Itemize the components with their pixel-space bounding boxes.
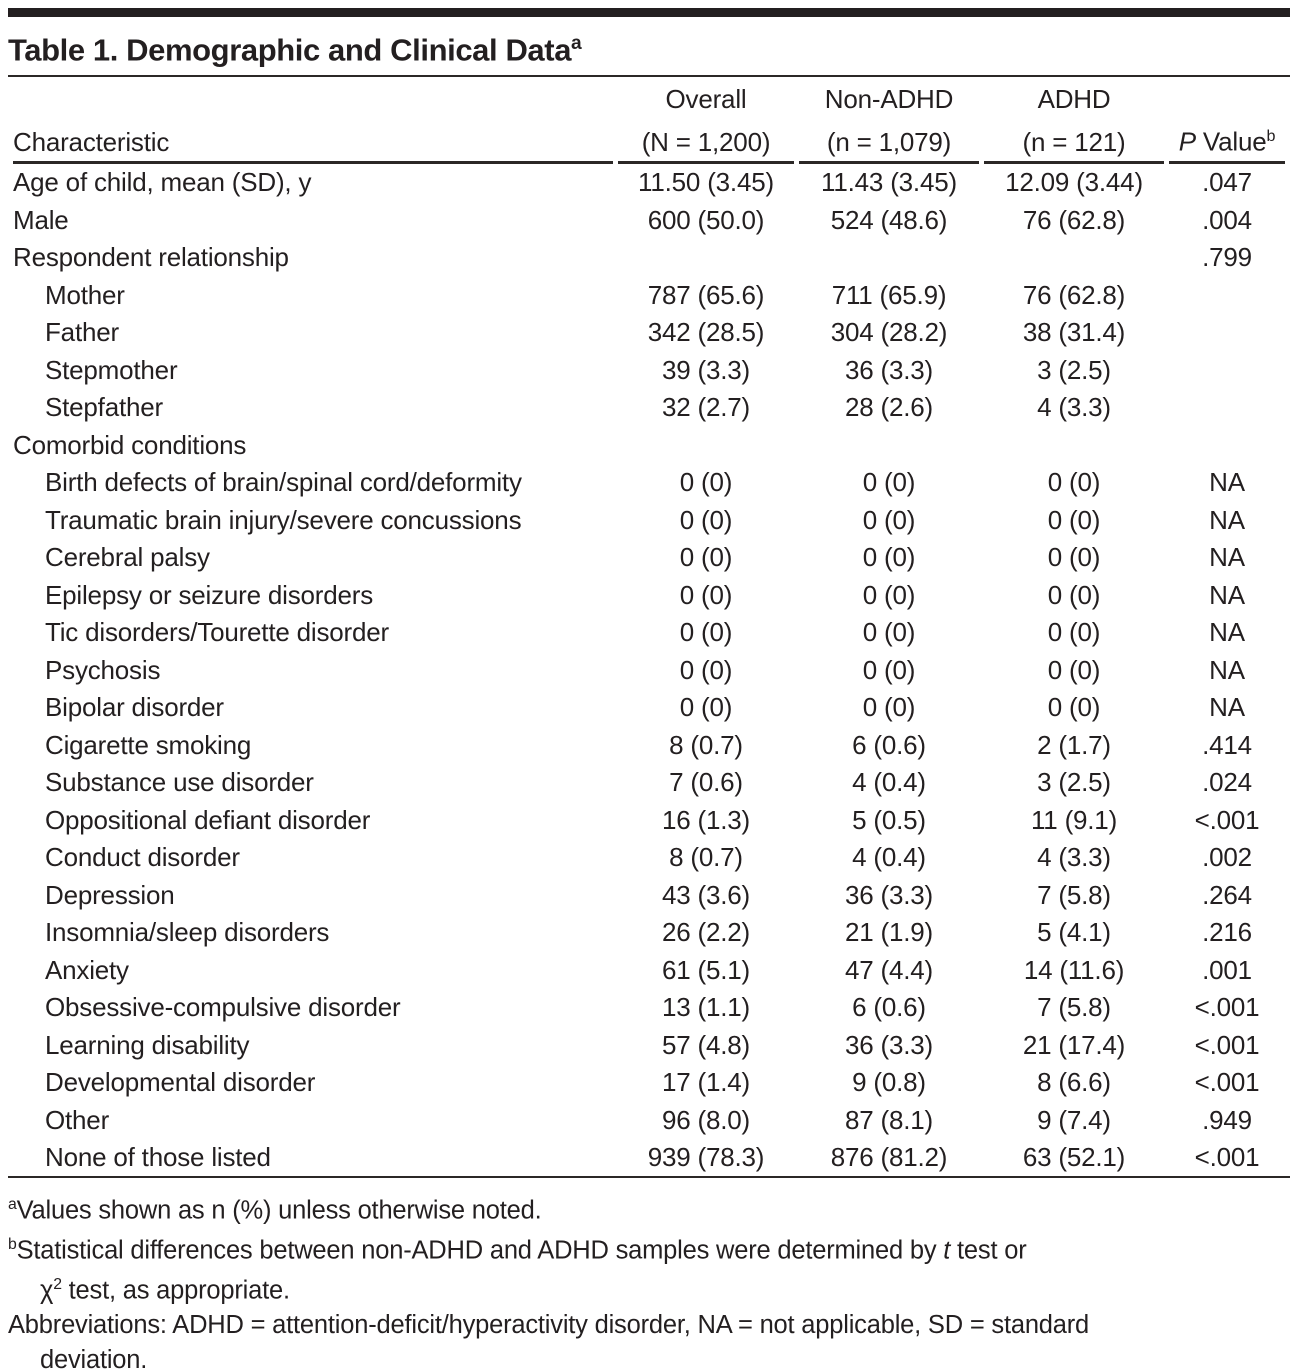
row-label: Cerebral palsy bbox=[45, 542, 210, 573]
non-adhd-value: 0 (0) bbox=[862, 617, 916, 648]
table-row bbox=[13, 239, 1285, 277]
overall-value: 0 (0) bbox=[679, 692, 733, 723]
adhd-value: 12.09 (3.44) bbox=[1005, 167, 1143, 198]
table-row bbox=[13, 501, 1285, 539]
adhd-value: 76 (62.8) bbox=[1022, 204, 1126, 235]
header-overall: Overall bbox=[665, 84, 747, 115]
p-value bbox=[1169, 389, 1285, 427]
table-row bbox=[13, 351, 1285, 389]
overall-value: 13 (1.1) bbox=[661, 992, 750, 1023]
footnote-b-chi: χ bbox=[40, 1276, 54, 1305]
footnote-b-text-3: test, as appropriate. bbox=[61, 1276, 290, 1305]
p-value bbox=[1169, 276, 1285, 314]
p-value: .949 bbox=[1202, 1104, 1252, 1135]
non-adhd-value: 28 (2.6) bbox=[844, 392, 933, 423]
row-label: Traumatic brain injury/severe concussions bbox=[45, 504, 522, 535]
table-row bbox=[13, 576, 1285, 614]
non-adhd-value: 9 (0.8) bbox=[852, 1067, 926, 1098]
non-adhd-value: 6 (0.6) bbox=[852, 729, 926, 760]
row-label: Learning disability bbox=[45, 1029, 250, 1060]
table-row bbox=[13, 539, 1285, 577]
row-label: Conduct disorder bbox=[45, 842, 240, 873]
adhd-value: 2 (1.7) bbox=[1037, 729, 1111, 760]
non-adhd-value: 87 (8.1) bbox=[844, 1104, 933, 1135]
table-row bbox=[13, 726, 1285, 764]
adhd-value: 38 (31.4) bbox=[1022, 317, 1126, 348]
table-row bbox=[13, 651, 1285, 689]
adhd-value: 0 (0) bbox=[1047, 542, 1101, 573]
footnote-b-marker: b bbox=[8, 1236, 17, 1254]
header-adhd-n: (n = 121) bbox=[984, 117, 1164, 164]
table-row bbox=[13, 951, 1285, 989]
footnote-a bbox=[8, 1188, 1290, 1228]
adhd-value: 4 (3.3) bbox=[1037, 842, 1111, 873]
table-title bbox=[8, 25, 1290, 69]
header-group-row bbox=[13, 77, 1285, 117]
table-row bbox=[13, 276, 1285, 314]
non-adhd-value: 0 (0) bbox=[862, 542, 916, 573]
adhd-value: 7 (5.8) bbox=[1037, 992, 1111, 1023]
overall-value: 0 (0) bbox=[679, 467, 733, 498]
table-row bbox=[13, 389, 1285, 427]
non-adhd-value: 6 (0.6) bbox=[852, 992, 926, 1023]
table-row bbox=[13, 764, 1285, 802]
header-characteristic: Characteristic bbox=[13, 117, 613, 164]
p-italic: P bbox=[1178, 126, 1196, 157]
row-label: Age of child, mean (SD), y bbox=[13, 167, 312, 198]
row-label: Anxiety bbox=[45, 954, 129, 985]
row-label: Cigarette smoking bbox=[45, 729, 252, 760]
table-row bbox=[13, 1026, 1285, 1064]
row-label: Respondent relationship bbox=[13, 242, 289, 273]
row-label: Comorbid conditions bbox=[13, 429, 247, 460]
non-adhd-value: 0 (0) bbox=[862, 504, 916, 535]
overall-value: 11.50 (3.45) bbox=[638, 167, 774, 198]
overall-value: 16 (1.3) bbox=[661, 804, 750, 835]
row-label: Father bbox=[45, 317, 119, 348]
table-row bbox=[13, 801, 1285, 839]
adhd-value: 3 (2.5) bbox=[1037, 354, 1111, 385]
overall-value: 26 (2.2) bbox=[661, 917, 750, 948]
table-row bbox=[13, 201, 1285, 239]
non-adhd-value: 0 (0) bbox=[862, 579, 916, 610]
row-label: Developmental disorder bbox=[45, 1067, 316, 1098]
overall-value: 342 (28.5) bbox=[647, 317, 765, 348]
p-value bbox=[1169, 426, 1285, 464]
p-value: NA bbox=[1209, 692, 1245, 723]
adhd-value: 5 (4.1) bbox=[1037, 917, 1111, 948]
p-value: <.001 bbox=[1194, 992, 1260, 1023]
p-value: .024 bbox=[1202, 767, 1252, 798]
row-label: Oppositional defiant disorder bbox=[45, 804, 371, 835]
non-adhd-value: 0 (0) bbox=[862, 654, 916, 685]
p-value: .414 bbox=[1202, 729, 1252, 760]
header-spacer bbox=[1169, 77, 1285, 117]
adhd-value: 0 (0) bbox=[1047, 654, 1101, 685]
footnote-a-text: Values shown as n (%) unless otherwise noted. bbox=[16, 1196, 542, 1225]
non-adhd-value: 36 (3.3) bbox=[844, 879, 933, 910]
overall-value: 0 (0) bbox=[679, 542, 733, 573]
p-value bbox=[1169, 314, 1285, 352]
non-adhd-value: 876 (81.2) bbox=[830, 1142, 948, 1173]
header-non-adhd-n: (n = 1,079) bbox=[799, 117, 979, 164]
row-label: None of those listed bbox=[45, 1142, 271, 1173]
table-row bbox=[13, 914, 1285, 952]
overall-value: 8 (0.7) bbox=[669, 729, 743, 760]
adhd-value: 3 (2.5) bbox=[1037, 767, 1111, 798]
adhd-value bbox=[984, 239, 1164, 277]
overall-value: 57 (4.8) bbox=[661, 1029, 750, 1060]
p-value: NA bbox=[1209, 542, 1245, 573]
table-row bbox=[13, 164, 1285, 202]
header-non-adhd: Non-ADHD bbox=[824, 84, 954, 115]
overall-value: 61 (5.1) bbox=[661, 954, 750, 985]
footnote-a-marker: a bbox=[8, 1196, 17, 1214]
table-row bbox=[13, 876, 1285, 914]
non-adhd-value: 524 (48.6) bbox=[830, 204, 948, 235]
footnotes bbox=[8, 1188, 1290, 1370]
overall-value bbox=[618, 239, 794, 277]
p-value: .264 bbox=[1202, 879, 1252, 910]
non-adhd-value: 11.43 (3.45) bbox=[821, 167, 957, 198]
table-row bbox=[13, 839, 1285, 877]
demographic-clinical-table bbox=[8, 77, 1290, 1176]
non-adhd-value: 711 (65.9) bbox=[831, 279, 947, 310]
adhd-value: 8 (6.6) bbox=[1037, 1067, 1111, 1098]
adhd-value: 7 (5.8) bbox=[1037, 879, 1111, 910]
p-value: NA bbox=[1209, 579, 1245, 610]
header-spacer bbox=[13, 77, 613, 117]
table-title-text: Table 1. Demographic and Clinical Data bbox=[8, 32, 572, 68]
adhd-value: 0 (0) bbox=[1047, 617, 1101, 648]
row-label: Bipolar disorder bbox=[45, 692, 224, 723]
non-adhd-value: 4 (0.4) bbox=[852, 842, 926, 873]
header-p-value bbox=[1169, 117, 1285, 164]
row-label: Stepfather bbox=[45, 392, 163, 423]
p-value-footnote-marker: b bbox=[1266, 127, 1276, 146]
abbreviations-line-1: Abbreviations: ADHD = attention-deficit/hyperactivity disorder, NA = not applicable, SD = standard bbox=[8, 1311, 1090, 1340]
adhd-value: 11 (9.1) bbox=[1030, 804, 1118, 835]
adhd-value: 0 (0) bbox=[1047, 467, 1101, 498]
header-overall-n: (N = 1,200) bbox=[618, 117, 794, 164]
non-adhd-value: 304 (28.2) bbox=[830, 317, 948, 348]
adhd-value: 9 (7.4) bbox=[1037, 1104, 1111, 1135]
non-adhd-value: 0 (0) bbox=[862, 467, 916, 498]
overall-value: 43 (3.6) bbox=[661, 879, 750, 910]
footnote-b-chi-sup: 2 bbox=[53, 1276, 62, 1294]
table-row bbox=[13, 1101, 1285, 1139]
p-value: .002 bbox=[1202, 842, 1252, 873]
row-label: Stepmother bbox=[45, 354, 178, 385]
non-adhd-value: 36 (3.3) bbox=[844, 1029, 933, 1060]
non-adhd-value: 21 (1.9) bbox=[844, 917, 933, 948]
p-value: .001 bbox=[1202, 954, 1252, 985]
table-header bbox=[13, 77, 1285, 164]
header-subrow bbox=[13, 117, 1285, 164]
non-adhd-value bbox=[799, 239, 979, 277]
row-label: Mother bbox=[45, 279, 125, 310]
table-row bbox=[13, 614, 1285, 652]
overall-value: 0 (0) bbox=[679, 654, 733, 685]
table-row bbox=[13, 314, 1285, 352]
overall-value: 600 (50.0) bbox=[647, 204, 765, 235]
adhd-value bbox=[984, 426, 1164, 464]
row-label: Obsessive-compulsive disorder bbox=[45, 992, 401, 1023]
footnote-abbreviations bbox=[8, 1308, 1290, 1370]
p-value: NA bbox=[1209, 654, 1245, 685]
p-value: .004 bbox=[1202, 204, 1252, 235]
table-row bbox=[13, 1139, 1285, 1177]
overall-value: 0 (0) bbox=[679, 617, 733, 648]
overall-value: 17 (1.4) bbox=[661, 1067, 750, 1098]
table-row bbox=[13, 989, 1285, 1027]
p-value: <.001 bbox=[1194, 1142, 1260, 1173]
overall-value: 96 (8.0) bbox=[661, 1104, 750, 1135]
overall-value: 0 (0) bbox=[679, 579, 733, 610]
p-value: .799 bbox=[1202, 242, 1252, 273]
overall-value bbox=[618, 426, 794, 464]
table-row bbox=[13, 689, 1285, 727]
non-adhd-value bbox=[799, 426, 979, 464]
table-row bbox=[13, 426, 1285, 464]
table-title-footnote-marker: a bbox=[571, 33, 582, 54]
overall-value: 939 (78.3) bbox=[647, 1142, 765, 1173]
row-label: Depression bbox=[45, 879, 175, 910]
row-label: Tic disorders/Tourette disorder bbox=[45, 617, 389, 648]
adhd-value: 63 (52.1) bbox=[1022, 1142, 1126, 1173]
table-body bbox=[13, 164, 1285, 1177]
non-adhd-value: 47 (4.4) bbox=[844, 954, 933, 985]
row-label: Other bbox=[45, 1104, 110, 1135]
top-bar-rule bbox=[8, 8, 1290, 17]
footnote-b bbox=[8, 1228, 1290, 1308]
overall-value: 32 (2.7) bbox=[661, 392, 750, 423]
non-adhd-value: 36 (3.3) bbox=[844, 354, 933, 385]
p-value: NA bbox=[1209, 467, 1245, 498]
table-row bbox=[13, 1064, 1285, 1102]
row-label: Substance use disorder bbox=[45, 767, 314, 798]
footnote-b-t-italic: t bbox=[943, 1236, 951, 1265]
footnote-b-text-2: test or bbox=[950, 1236, 1027, 1265]
p-value: NA bbox=[1209, 617, 1245, 648]
row-label: Insomnia/sleep disorders bbox=[45, 917, 330, 948]
row-label: Birth defects of brain/spinal cord/deformity bbox=[45, 467, 522, 498]
p-value: <.001 bbox=[1194, 1067, 1260, 1098]
row-label: Psychosis bbox=[45, 654, 161, 685]
overall-value: 8 (0.7) bbox=[669, 842, 743, 873]
row-label: Male bbox=[13, 204, 69, 235]
p-value-label: Value bbox=[1195, 126, 1267, 157]
p-value: .216 bbox=[1202, 917, 1252, 948]
overall-value: 0 (0) bbox=[679, 504, 733, 535]
table-row bbox=[13, 464, 1285, 502]
p-value: <.001 bbox=[1194, 804, 1260, 835]
row-label: Epilepsy or seizure disorders bbox=[45, 579, 374, 610]
header-adhd: ADHD bbox=[1037, 84, 1111, 115]
p-value: <.001 bbox=[1194, 1029, 1260, 1060]
p-value bbox=[1169, 351, 1285, 389]
non-adhd-value: 0 (0) bbox=[862, 692, 916, 723]
overall-value: 39 (3.3) bbox=[661, 354, 750, 385]
adhd-value: 0 (0) bbox=[1047, 504, 1101, 535]
adhd-value: 21 (17.4) bbox=[1022, 1029, 1126, 1060]
non-adhd-value: 5 (0.5) bbox=[852, 804, 926, 835]
overall-value: 7 (0.6) bbox=[669, 767, 743, 798]
p-value: NA bbox=[1209, 504, 1245, 535]
non-adhd-value: 4 (0.4) bbox=[852, 767, 926, 798]
abbreviations-line-2: deviation. bbox=[40, 1345, 148, 1370]
footnote-b-text-1: Statistical differences between non-ADHD and ADHD samples were determined by bbox=[16, 1236, 944, 1265]
adhd-value: 14 (11.6) bbox=[1023, 954, 1125, 985]
adhd-value: 0 (0) bbox=[1047, 692, 1101, 723]
adhd-value: 0 (0) bbox=[1047, 579, 1101, 610]
p-value: .047 bbox=[1202, 167, 1252, 198]
adhd-value: 4 (3.3) bbox=[1037, 392, 1111, 423]
adhd-value: 76 (62.8) bbox=[1022, 279, 1126, 310]
overall-value: 787 (65.6) bbox=[647, 279, 765, 310]
body-bottom-rule bbox=[8, 1176, 1290, 1178]
